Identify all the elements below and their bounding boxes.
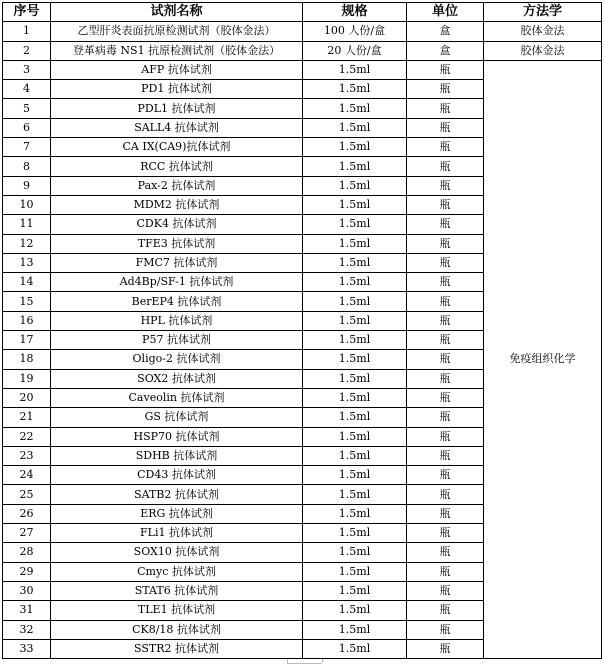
cell-no: 15 xyxy=(3,292,51,311)
table-row xyxy=(3,22,602,41)
cell-unit: 瓶 xyxy=(407,446,484,465)
cell-unit: 瓶 xyxy=(407,524,484,543)
cell-name: SOX2 抗体试剂 xyxy=(51,369,303,388)
cell-name: CD43 抗体试剂 xyxy=(51,466,303,485)
cell-name: RCC 抗体试剂 xyxy=(51,157,303,176)
cell-spec: 1.5ml xyxy=(303,620,407,639)
cell-no: 5 xyxy=(3,99,51,118)
cell-spec: 20 人份/盒 xyxy=(303,41,407,60)
cell-spec: 1.5ml xyxy=(303,427,407,446)
cell-unit: 瓶 xyxy=(407,60,484,79)
cell-name: P57 抗体试剂 xyxy=(51,331,303,350)
cell-no: 30 xyxy=(3,581,51,600)
cell-no: 20 xyxy=(3,388,51,407)
cell-no: 4 xyxy=(3,80,51,99)
cell-name: SOX10 抗体试剂 xyxy=(51,543,303,562)
cell-spec: 1.5ml xyxy=(303,118,407,137)
cell-no: 1 xyxy=(3,22,51,41)
cell-unit: 盒 xyxy=(407,41,484,60)
header-unit: 单位 xyxy=(407,3,484,22)
cell-spec: 1.5ml xyxy=(303,504,407,523)
cell-name: SATB2 抗体试剂 xyxy=(51,485,303,504)
cell-no: 26 xyxy=(3,504,51,523)
cell-unit: 瓶 xyxy=(407,485,484,504)
cell-unit: 瓶 xyxy=(407,504,484,523)
cell-unit: 瓶 xyxy=(407,331,484,350)
cell-spec: 1.5ml xyxy=(303,601,407,620)
cell-no: 27 xyxy=(3,524,51,543)
cell-unit: 瓶 xyxy=(407,639,484,658)
cell-method: 胶体金法 xyxy=(484,22,602,41)
cell-name: 登革病毒 NS1 抗原检测试剂（胶体金法） xyxy=(51,41,303,60)
cell-name: PD1 抗体试剂 xyxy=(51,80,303,99)
cell-no: 33 xyxy=(3,639,51,658)
cell-spec: 1.5ml xyxy=(303,524,407,543)
cell-spec: 1.5ml xyxy=(303,408,407,427)
cell-unit: 瓶 xyxy=(407,157,484,176)
cell-spec: 1.5ml xyxy=(303,80,407,99)
cell-spec: 100 人份/盒 xyxy=(303,22,407,41)
cell-spec: 1.5ml xyxy=(303,466,407,485)
cell-name: Pax-2 抗体试剂 xyxy=(51,176,303,195)
cell-unit: 瓶 xyxy=(407,369,484,388)
cell-unit: 瓶 xyxy=(407,427,484,446)
cell-name: Ad4Bp/SF-1 抗体试剂 xyxy=(51,273,303,292)
cell-spec: 1.5ml xyxy=(303,195,407,214)
header-method: 方法学 xyxy=(484,3,602,22)
cell-no: 14 xyxy=(3,273,51,292)
cell-name: BerEP4 抗体试剂 xyxy=(51,292,303,311)
cell-no: 9 xyxy=(3,176,51,195)
header-name: 试剂名称 xyxy=(51,3,303,22)
cell-no: 11 xyxy=(3,215,51,234)
cell-no: 13 xyxy=(3,253,51,272)
cell-spec: 1.5ml xyxy=(303,157,407,176)
cell-no: 3 xyxy=(3,60,51,79)
cell-name: 乙型肝炎表面抗原检测试剂（胶体金法） xyxy=(51,22,303,41)
cell-name: SALL4 抗体试剂 xyxy=(51,118,303,137)
cell-spec: 1.5ml xyxy=(303,138,407,157)
header-no: 序号 xyxy=(3,3,51,22)
cell-no: 2 xyxy=(3,41,51,60)
cell-unit: 瓶 xyxy=(407,234,484,253)
cell-spec: 1.5ml xyxy=(303,234,407,253)
cell-name: Cmyc 抗体试剂 xyxy=(51,562,303,581)
cell-no: 12 xyxy=(3,234,51,253)
cell-no: 16 xyxy=(3,311,51,330)
cell-name: TLE1 抗体试剂 xyxy=(51,601,303,620)
cell-spec: 1.5ml xyxy=(303,311,407,330)
cell-no: 21 xyxy=(3,408,51,427)
cell-no: 29 xyxy=(3,562,51,581)
cell-spec: 1.5ml xyxy=(303,543,407,562)
cell-unit: 瓶 xyxy=(407,408,484,427)
cell-unit: 瓶 xyxy=(407,601,484,620)
cell-unit: 瓶 xyxy=(407,581,484,600)
cell-unit: 瓶 xyxy=(407,138,484,157)
cell-no: 19 xyxy=(3,369,51,388)
cell-name: CK8/18 抗体试剂 xyxy=(51,620,303,639)
cell-method: 胶体金法 xyxy=(484,41,602,60)
cell-no: 8 xyxy=(3,157,51,176)
cell-spec: 1.5ml xyxy=(303,485,407,504)
cell-name: CA IX(CA9)抗体试剂 xyxy=(51,138,303,157)
cell-unit: 瓶 xyxy=(407,620,484,639)
cell-spec: 1.5ml xyxy=(303,60,407,79)
cell-name: SSTR2 抗体试剂 xyxy=(51,639,303,658)
cell-unit: 瓶 xyxy=(407,215,484,234)
cell-spec: 1.5ml xyxy=(303,350,407,369)
cell-name: MDM2 抗体试剂 xyxy=(51,195,303,214)
cell-name: STAT6 抗体试剂 xyxy=(51,581,303,600)
cell-unit: 瓶 xyxy=(407,466,484,485)
cell-name: GS 抗体试剂 xyxy=(51,408,303,427)
cell-unit: 瓶 xyxy=(407,176,484,195)
cell-no: 18 xyxy=(3,350,51,369)
cell-no: 17 xyxy=(3,331,51,350)
cell-no: 31 xyxy=(3,601,51,620)
header-spec: 规格 xyxy=(303,3,407,22)
cell-no: 25 xyxy=(3,485,51,504)
cell-spec: 1.5ml xyxy=(303,639,407,658)
cell-unit: 瓶 xyxy=(407,543,484,562)
cell-unit: 瓶 xyxy=(407,311,484,330)
cell-spec: 1.5ml xyxy=(303,99,407,118)
cell-unit: 瓶 xyxy=(407,118,484,137)
table-row xyxy=(3,41,602,60)
cell-name: Caveolin 抗体试剂 xyxy=(51,388,303,407)
cell-name: PDL1 抗体试剂 xyxy=(51,99,303,118)
cell-name: ERG 抗体试剂 xyxy=(51,504,303,523)
cell-spec: 1.5ml xyxy=(303,581,407,600)
cell-no: 10 xyxy=(3,195,51,214)
cell-spec: 1.5ml xyxy=(303,215,407,234)
cell-spec: 1.5ml xyxy=(303,331,407,350)
cell-spec: 1.5ml xyxy=(303,176,407,195)
cell-unit: 瓶 xyxy=(407,562,484,581)
cell-unit: 瓶 xyxy=(407,99,484,118)
cell-no: 24 xyxy=(3,466,51,485)
cell-name: HSP70 抗体试剂 xyxy=(51,427,303,446)
cell-name: CDK4 抗体试剂 xyxy=(51,215,303,234)
cell-unit: 盒 xyxy=(407,22,484,41)
header-row xyxy=(3,3,602,22)
cell-spec: 1.5ml xyxy=(303,253,407,272)
cell-no: 7 xyxy=(3,138,51,157)
cell-no: 6 xyxy=(3,118,51,137)
cell-no: 22 xyxy=(3,427,51,446)
cell-spec: 1.5ml xyxy=(303,562,407,581)
cell-name: FLi1 抗体试剂 xyxy=(51,524,303,543)
cell-name: SDHB 抗体试剂 xyxy=(51,446,303,465)
cell-unit: 瓶 xyxy=(407,195,484,214)
cell-no: 32 xyxy=(3,620,51,639)
cell-spec: 1.5ml xyxy=(303,292,407,311)
cell-unit: 瓶 xyxy=(407,273,484,292)
cell-unit: 瓶 xyxy=(407,292,484,311)
cell-no: 28 xyxy=(3,543,51,562)
cell-spec: 1.5ml xyxy=(303,273,407,292)
cell-name: FMC7 抗体试剂 xyxy=(51,253,303,272)
cell-unit: 瓶 xyxy=(407,388,484,407)
cell-spec: 1.5ml xyxy=(303,388,407,407)
cell-unit: 瓶 xyxy=(407,253,484,272)
cell-name: HPL 抗体试剂 xyxy=(51,311,303,330)
cell-name: AFP 抗体试剂 xyxy=(51,60,303,79)
cell-method-merged: 免疫组织化学 xyxy=(484,60,602,658)
cell-name: TFE3 抗体试剂 xyxy=(51,234,303,253)
cell-name: Oligo-2 抗体试剂 xyxy=(51,350,303,369)
table-row xyxy=(3,60,602,79)
cell-no: 23 xyxy=(3,446,51,465)
cell-unit: 瓶 xyxy=(407,80,484,99)
cell-spec: 1.5ml xyxy=(303,446,407,465)
cell-unit: 瓶 xyxy=(407,350,484,369)
reagent-table xyxy=(2,2,602,659)
cell-spec: 1.5ml xyxy=(303,369,407,388)
